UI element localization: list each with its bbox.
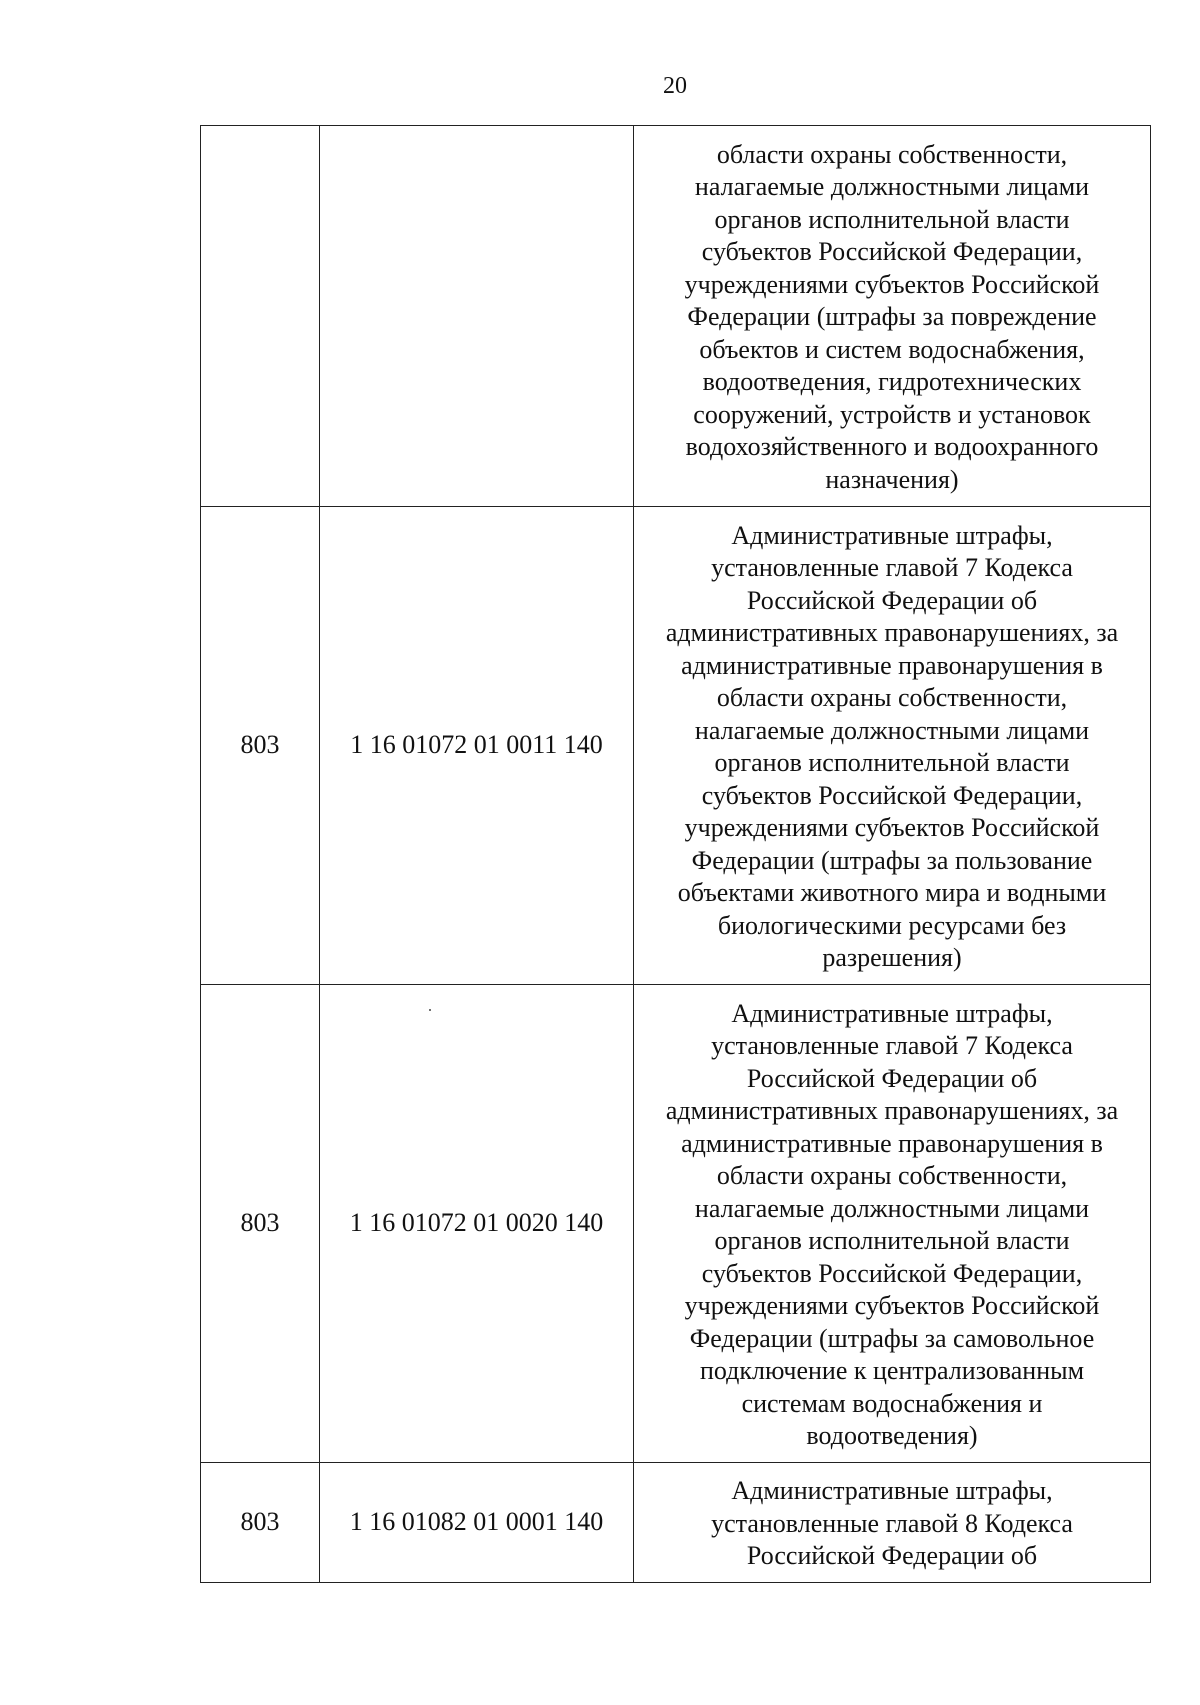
- description-line: налагаемые должностными лицами: [694, 715, 1090, 745]
- description-line: установленные главой 8 Кодекса: [711, 1508, 1073, 1538]
- description-line: водоотведения): [806, 1421, 978, 1450]
- admin-code: 803: [240, 730, 280, 760]
- description-line: водоотведения, гидротехнических: [702, 367, 1082, 397]
- description-line: установленные главой 7 Кодекса: [711, 1031, 1073, 1060]
- description-line: установленные главой 7 Кодекса: [711, 553, 1073, 582]
- description-line: объектов и систем водоснабжения,: [699, 334, 1085, 364]
- description-line: органов исполнительной власти: [714, 1226, 1070, 1255]
- description-line: административных правонарушениях, за: [665, 618, 1119, 647]
- table-row: [201, 985, 1151, 1463]
- description-line: административных правонарушениях, за: [665, 1096, 1119, 1125]
- description-line: учреждениями субъектов Российской: [684, 813, 1100, 842]
- description-line: системам водоснабжения и: [741, 1388, 1043, 1418]
- description-line: биологическими ресурсами без: [717, 910, 1067, 940]
- description-line: органов исполнительной власти: [714, 748, 1070, 777]
- description-line: объектами животного мира и водными: [677, 878, 1107, 907]
- description-line: Российской Федерации об: [746, 585, 1038, 615]
- description-line: Российской Федерации об: [746, 1541, 1038, 1570]
- description-line: водохозяйственного и водоохранного: [685, 432, 1099, 462]
- description-line: Административные штрафы,: [731, 998, 1053, 1028]
- description-cell: [634, 985, 1151, 1463]
- admin-code: 803: [240, 1507, 280, 1536]
- description-line: Федерации (штрафы за повреждение: [687, 302, 1097, 332]
- description-line: субъектов Российской Федерации,: [701, 237, 1083, 267]
- kbk-code: 1 16 01072 01 0020 140: [349, 1208, 604, 1238]
- kbk-code-cell: [320, 1463, 634, 1583]
- description-line: Административные штрафы,: [731, 520, 1053, 550]
- description-line: сооружений, устройств и установок: [693, 399, 1091, 429]
- description-line: подключение к централизованным: [699, 1356, 1085, 1385]
- kbk-code-cell: [320, 126, 634, 507]
- description-line: органов исполнительной власти: [714, 204, 1070, 234]
- description-line: учреждениями субъектов Российской: [684, 1291, 1100, 1320]
- description-line: субъектов Российской Федерации,: [701, 780, 1083, 810]
- description-line: налагаемые должностными лицами: [694, 172, 1090, 202]
- kbk-code: 1 16 01072 01 0011 140: [350, 730, 603, 760]
- description-line: Федерации (штрафы за пользование: [691, 845, 1093, 875]
- kbk-code-cell: [320, 507, 634, 985]
- description-line: учреждениями субъектов Российской: [684, 269, 1100, 299]
- kbk-code-cell: [320, 985, 634, 1463]
- admin-code-cell: [201, 985, 320, 1463]
- table-body: [201, 126, 1151, 1583]
- description-line: административные правонарушения в: [681, 650, 1103, 680]
- page-number: 20: [663, 73, 687, 99]
- description-cell: [634, 1463, 1151, 1583]
- admin-code-cell: [201, 1463, 320, 1583]
- description-line: Административные штрафы,: [731, 1476, 1053, 1505]
- description-line: назначения): [825, 464, 959, 494]
- admin-code: 803: [240, 1208, 280, 1238]
- description-cell: [634, 126, 1151, 507]
- kbk-code: 1 16 01082 01 0001 140: [349, 1507, 604, 1536]
- description-line: области охраны собственности,: [716, 139, 1068, 169]
- budget-codes-table: [200, 125, 1151, 1583]
- description-cell: [634, 507, 1151, 985]
- admin-code-cell: [201, 126, 320, 507]
- description-line: области охраны собственности,: [716, 1161, 1068, 1190]
- description-line: области охраны собственности,: [716, 683, 1068, 712]
- description-line: субъектов Российской Федерации,: [701, 1258, 1083, 1288]
- description-line: административные правонарушения в: [681, 1128, 1103, 1158]
- admin-code-cell: [201, 507, 320, 985]
- table-row: [201, 1463, 1151, 1583]
- description-line: налагаемые должностными лицами: [694, 1193, 1090, 1223]
- description-line: разрешения): [822, 943, 962, 972]
- description-line: Федерации (штрафы за самовольное: [689, 1323, 1095, 1353]
- table-row: [201, 507, 1151, 985]
- description-line: Российской Федерации об: [746, 1063, 1038, 1093]
- table-row: [201, 126, 1151, 507]
- scan-speck: [429, 1009, 431, 1011]
